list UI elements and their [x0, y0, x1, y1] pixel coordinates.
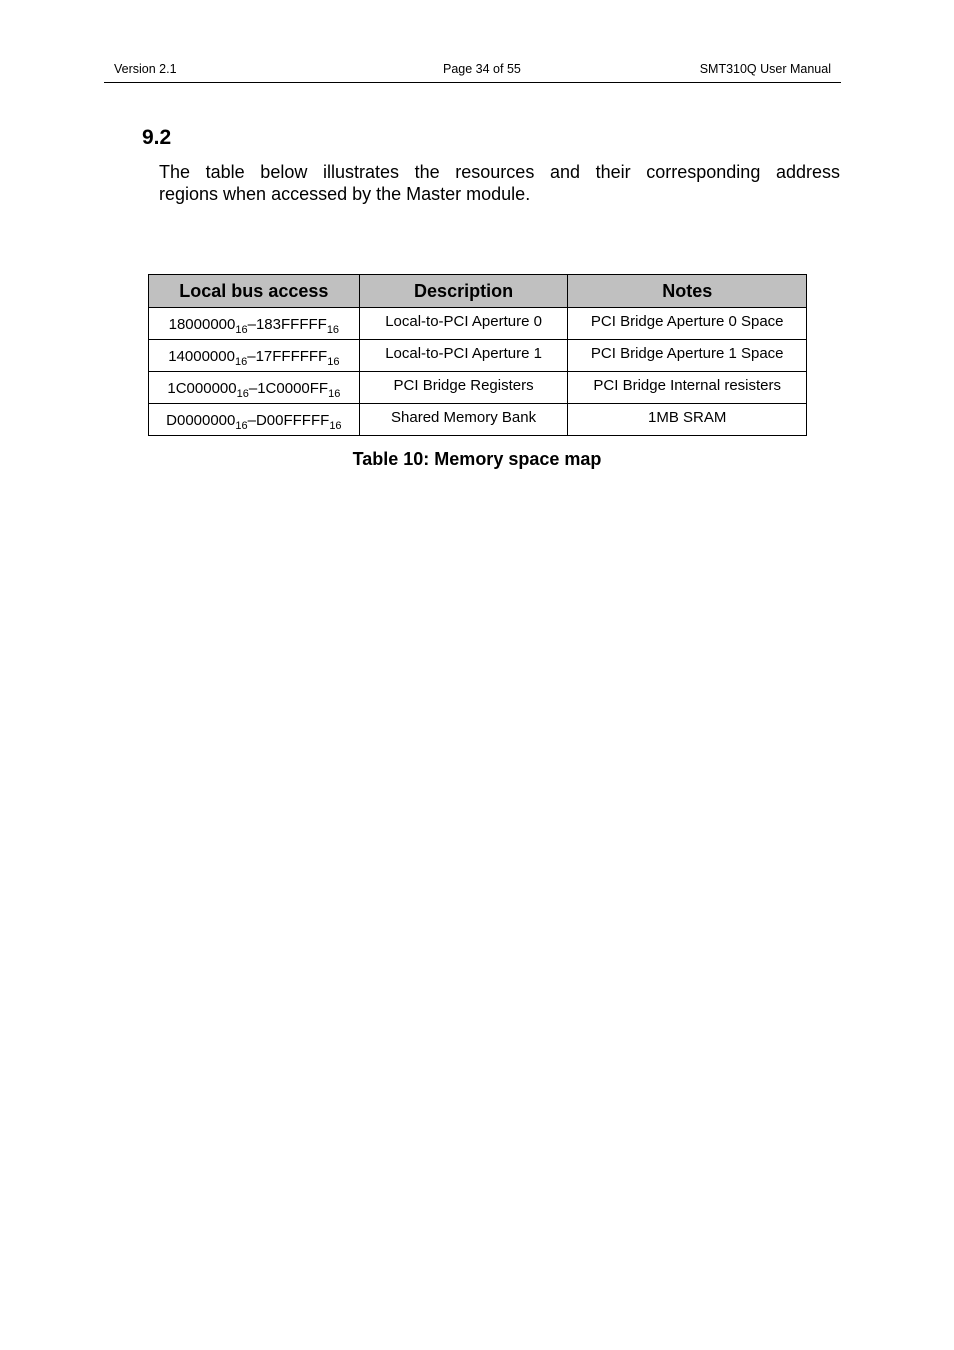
column-header-local-bus-access: Local bus access — [149, 275, 360, 308]
column-header-notes: Notes — [568, 275, 807, 308]
table-header-row — [149, 275, 807, 308]
address-base: 16 — [328, 388, 341, 400]
table-row — [149, 340, 807, 372]
header-version: Version 2.1 — [114, 62, 177, 76]
address-end: D00FFFFF — [255, 412, 330, 429]
range-separator: – — [247, 412, 256, 429]
intro-line-2: regions when accessed by the Master module. — [159, 184, 531, 204]
notes-cell: PCI Bridge Internal resisters — [568, 372, 807, 404]
table-row — [149, 404, 807, 436]
address-end: 17FFFFFF — [255, 348, 328, 365]
address-end: 183FFFFF — [255, 316, 327, 333]
notes-cell: PCI Bridge Aperture 0 Space — [568, 308, 807, 340]
table-row — [149, 308, 807, 340]
address-range-cell — [149, 372, 360, 404]
address-base: 16 — [235, 324, 248, 336]
memory-map-table — [148, 274, 807, 436]
address-base: 16 — [236, 388, 249, 400]
address-base: 16 — [235, 420, 248, 432]
range-separator: – — [247, 316, 256, 333]
section-heading: 9.2 — [142, 126, 172, 149]
intro-paragraph — [159, 161, 840, 205]
page-header — [104, 60, 841, 83]
range-separator: – — [248, 380, 258, 397]
description-cell: Local-to-PCI Aperture 1 — [359, 340, 568, 372]
description-cell: Local-to-PCI Aperture 0 — [359, 308, 568, 340]
table-caption: Table 10: Memory space map — [352, 449, 602, 469]
address-range-cell — [149, 308, 360, 340]
description-cell: Shared Memory Bank — [359, 404, 568, 436]
address-base: 16 — [234, 356, 248, 368]
range-separator: – — [247, 348, 256, 365]
table-row — [149, 372, 807, 404]
address-base: 16 — [329, 420, 342, 432]
address-range-cell — [149, 404, 360, 436]
address-start: 18000000 — [168, 316, 236, 333]
address-start: D0000000 — [166, 412, 236, 429]
header-page-number: Page 34 of 55 — [443, 62, 521, 76]
address-start: 1C000000 — [167, 380, 237, 397]
notes-cell: 1MB SRAM — [568, 404, 807, 436]
address-start: 14000000 — [168, 348, 235, 365]
header-document-title: SMT310Q User Manual — [699, 62, 831, 76]
address-base: 16 — [326, 324, 340, 336]
description-cell: PCI Bridge Registers — [359, 372, 568, 404]
notes-cell: PCI Bridge Aperture 1 Space — [568, 340, 807, 372]
address-range-cell — [149, 340, 360, 372]
intro-line-1: The table below illustrates the resources and their corresponding address — [159, 162, 840, 182]
address-end: 1C0000FF — [257, 380, 329, 397]
address-base: 16 — [327, 356, 340, 368]
column-header-description: Description — [359, 275, 568, 308]
